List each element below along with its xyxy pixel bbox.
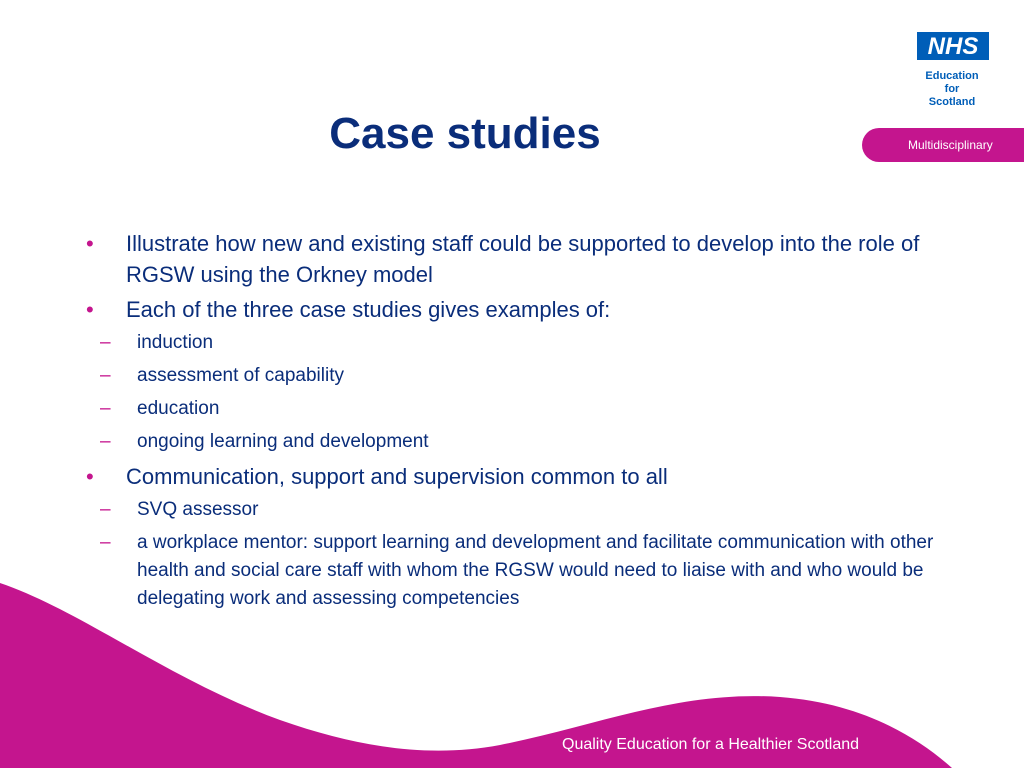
category-tag: Multidisciplinary bbox=[862, 128, 1024, 162]
sub-bullet-item bbox=[86, 428, 946, 456]
sub-bullet-item bbox=[86, 395, 946, 423]
footer-tagline: Quality Education for a Healthier Scotland bbox=[562, 736, 860, 753]
logo-line-1: Education bbox=[925, 70, 979, 82]
sub-bullet-text: ongoing learning and development bbox=[137, 431, 429, 452]
sub-bullet-text: induction bbox=[137, 332, 214, 353]
nhs-logo bbox=[912, 32, 992, 114]
sub-bullet-text: a workplace mentor: support learning and development and facilitate communication with other health and social care staff with whom the RGSW would need to liaise with and who would be delegating work and assessing competencies bbox=[137, 532, 934, 609]
bullet-item bbox=[86, 461, 946, 492]
bullet-text: Communication, support and supervision common to all bbox=[126, 464, 668, 489]
logo-line-2: for bbox=[944, 83, 960, 95]
sub-bullet-list bbox=[86, 329, 946, 456]
sub-bullet-item bbox=[86, 362, 946, 390]
dash-marker: – bbox=[100, 332, 111, 353]
sub-bullet-text: assessment of capability bbox=[137, 365, 344, 386]
bullet-marker: • bbox=[86, 464, 94, 489]
sub-list-container bbox=[86, 496, 946, 613]
sub-bullet-text: education bbox=[137, 398, 220, 419]
sub-bullet-item bbox=[86, 496, 946, 524]
sub-list-container bbox=[86, 329, 946, 456]
dash-marker: – bbox=[100, 398, 111, 419]
bullet-marker: • bbox=[86, 297, 94, 322]
sub-bullet-item bbox=[86, 529, 946, 613]
bullet-content bbox=[86, 228, 946, 618]
logo-subtitle bbox=[912, 70, 992, 109]
dash-marker: – bbox=[100, 365, 111, 386]
dash-marker: – bbox=[100, 499, 111, 520]
bullet-list bbox=[86, 228, 946, 613]
bullet-item bbox=[86, 228, 946, 290]
slide-title: Case studies bbox=[329, 109, 601, 158]
nhs-wordmark-text: NHS bbox=[927, 33, 979, 60]
sub-bullet-text: SVQ assessor bbox=[137, 499, 259, 520]
bullet-text: Each of the three case studies gives examples of: bbox=[126, 297, 611, 322]
nhs-wordmark bbox=[917, 32, 989, 60]
bullet-item bbox=[86, 294, 946, 325]
logo-line-3: Scotland bbox=[928, 96, 976, 108]
dash-marker: – bbox=[100, 532, 111, 553]
sub-bullet-list bbox=[86, 496, 946, 613]
bullet-text: Illustrate how new and existing staff could be supported to develop into the role of RGSW using the Orkney model bbox=[126, 231, 920, 287]
sub-bullet-item bbox=[86, 329, 946, 357]
dash-marker: – bbox=[100, 431, 111, 452]
bullet-marker: • bbox=[86, 231, 94, 256]
